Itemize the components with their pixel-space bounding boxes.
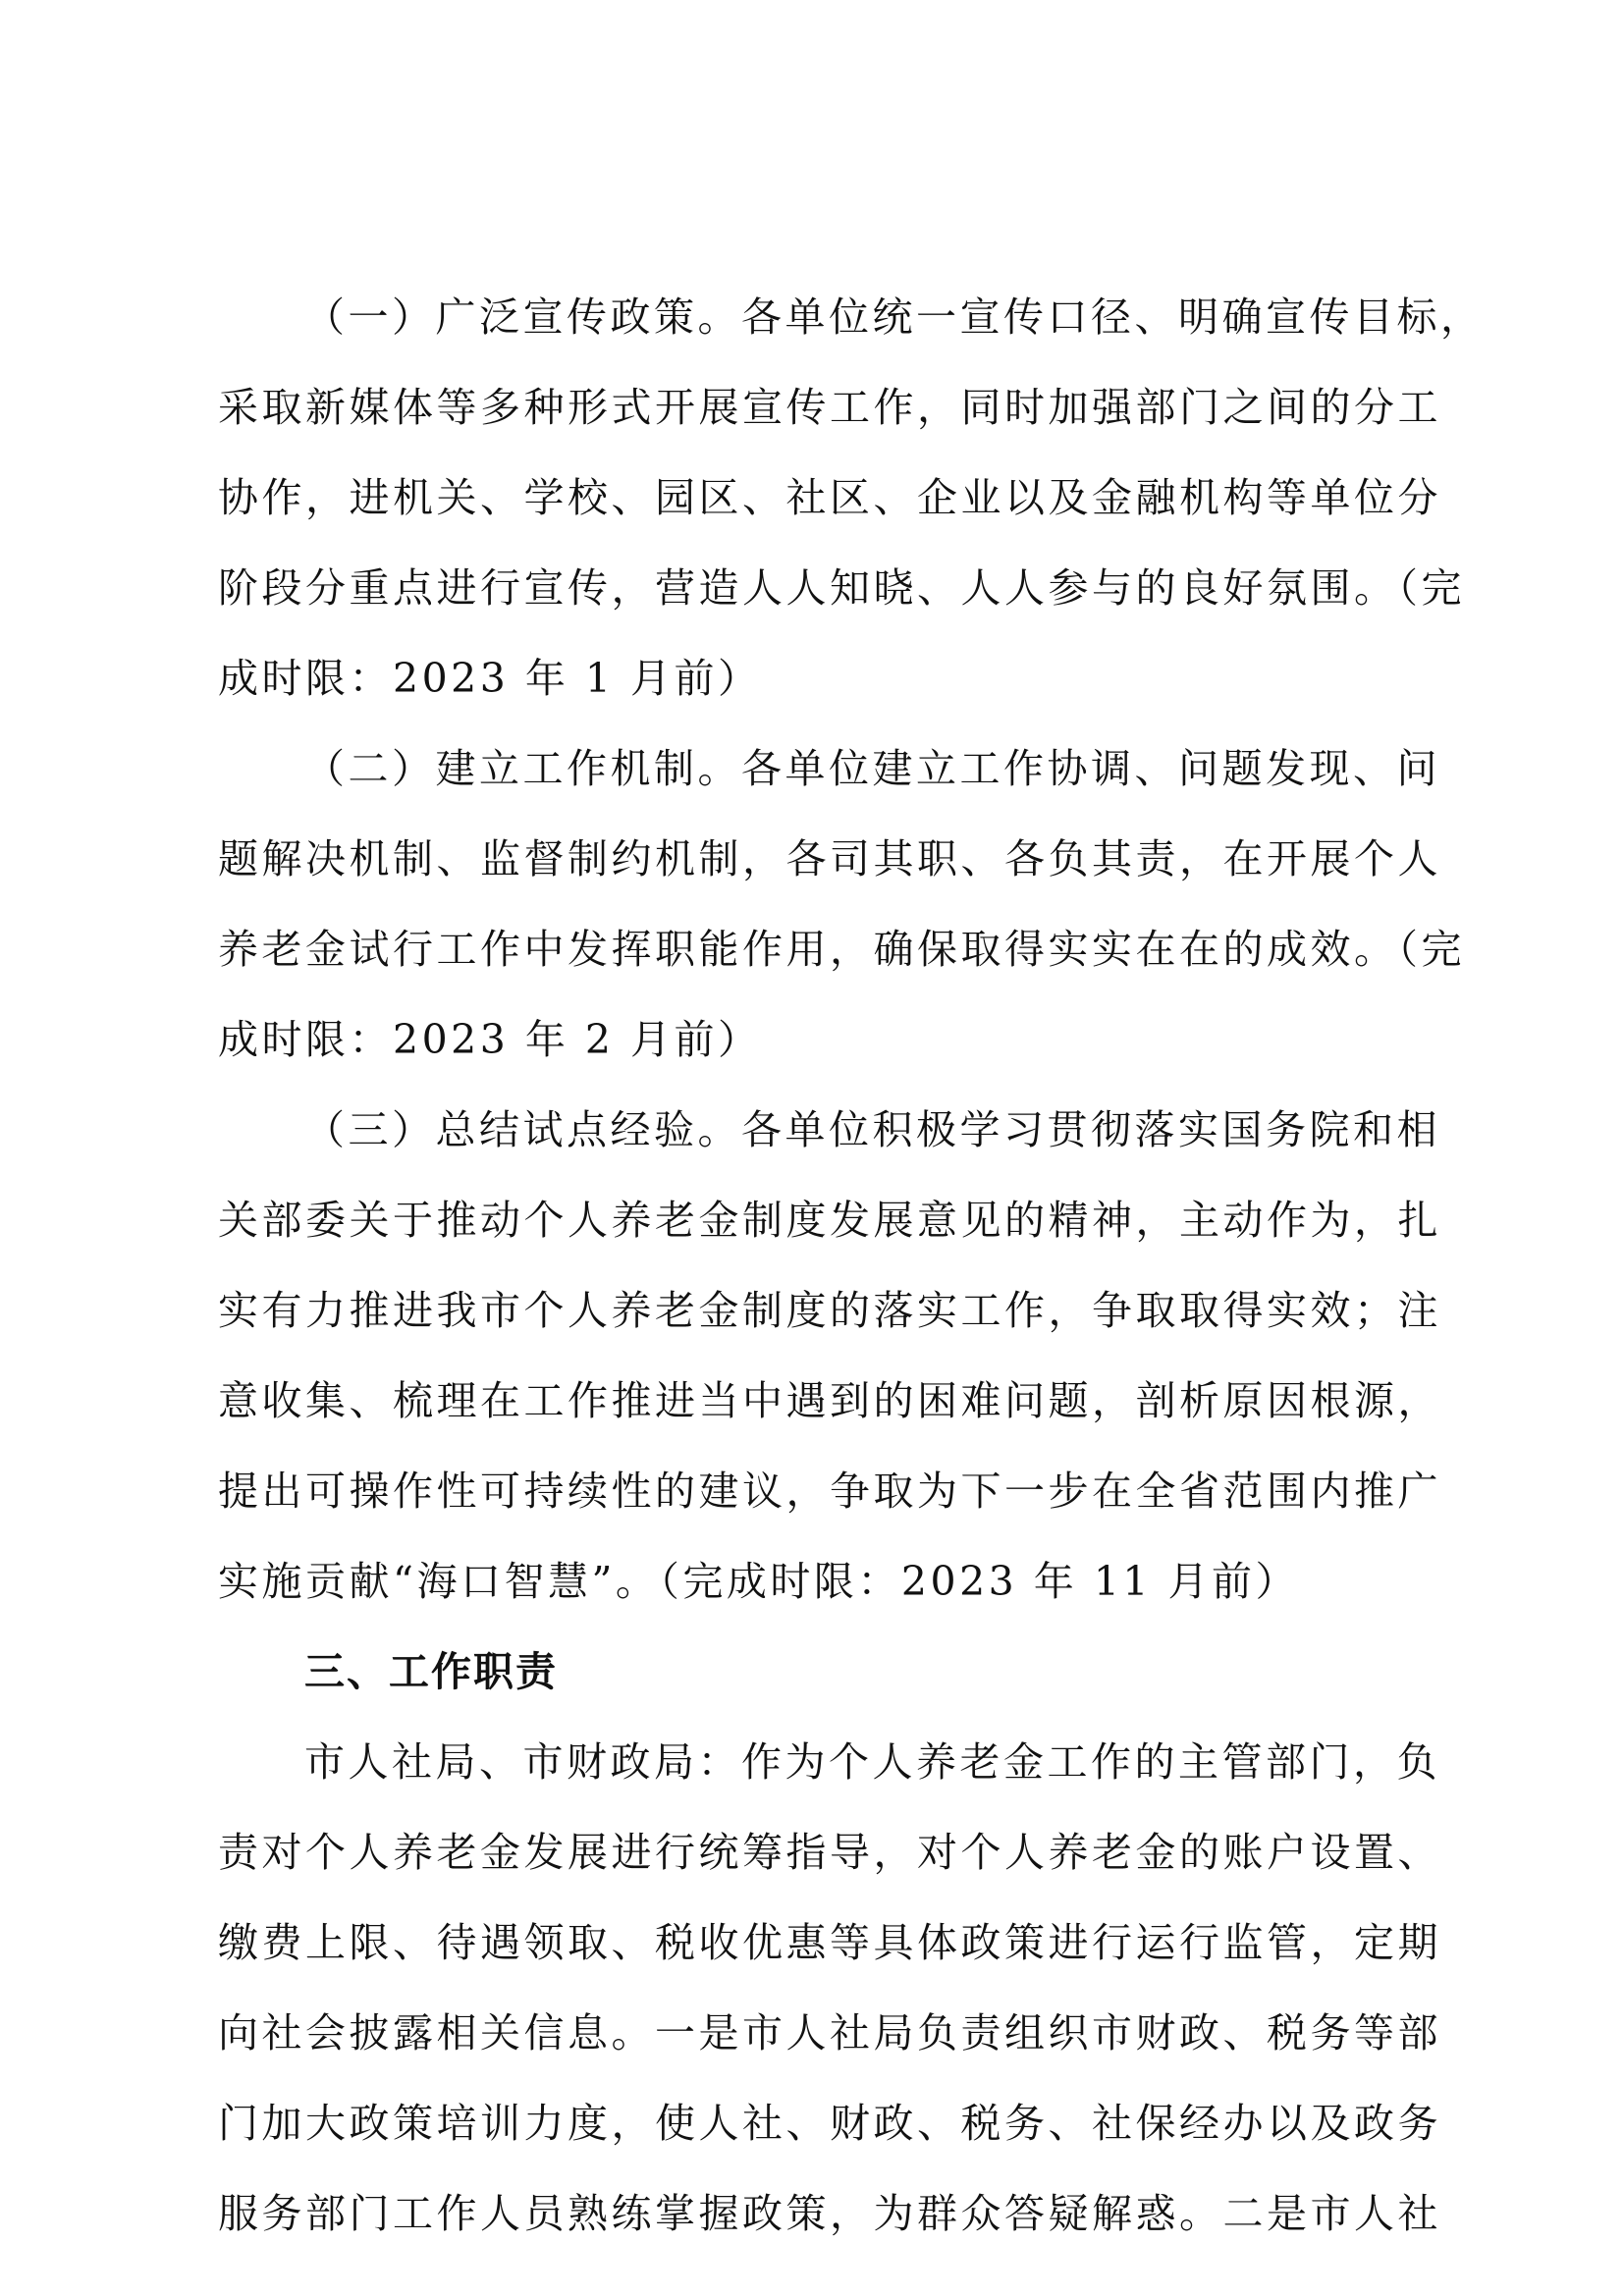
paragraph-line: 实施贡献“海口智慧”。（完成时限：2023 年 11 月前） — [218, 1558, 1300, 1605]
paragraph-line: （三）总结试点经验。各单位积极学习贯彻落实国务院和相 — [304, 1106, 1440, 1153]
paragraph-line: （一）广泛宣传政策。各单位统一宣传口径、明确宣传目标， — [304, 294, 1485, 341]
paragraph-line: 成时限：2023 年 1 月前） — [218, 655, 762, 702]
paragraph-line: 关部委关于推动个人养老金制度发展意见的精神，主动作为，扎 — [218, 1197, 1441, 1244]
paragraph-line: 市人社局、市财政局：作为个人养老金工作的主管部门，负 — [304, 1738, 1440, 1786]
paragraph-line: 责对个人养老金发展进行统筹指导，对个人养老金的账户设置、 — [218, 1829, 1441, 1876]
paragraph-line: 阶段分重点进行宣传，营造人人知晓、人人参与的良好氛围。（完 — [218, 564, 1465, 612]
paragraph-line: 提出可操作性可持续性的建议，争取为下一步在全省范围内推广 — [218, 1468, 1441, 1515]
paragraph-line: （二）建立工作机制。各单位建立工作协调、问题发现、问 — [304, 745, 1440, 792]
paragraph-line: 协作，进机关、学校、园区、社区、企业以及金融机构等单位分 — [218, 474, 1441, 521]
paragraph-line: 向社会披露相关信息。一是市人社局负责组织市财政、税务等部 — [218, 2009, 1441, 2056]
paragraph-line: 实有力推进我市个人养老金制度的落实工作，争取取得实效；注 — [218, 1287, 1441, 1334]
paragraph-line: 服务部门工作人员熟练掌握政策，为群众答疑解惑。二是市人社 — [218, 2190, 1441, 2237]
paragraph-line: 养老金试行工作中发挥职能作用，确保取得实实在在的成效。（完 — [218, 926, 1465, 973]
section-heading: 三、工作职责 — [304, 1648, 558, 1695]
paragraph-line: 意收集、梳理在工作推进当中遇到的困难问题，剖析原因根源， — [218, 1377, 1441, 1424]
paragraph-line: 采取新媒体等多种形式开展宣传工作，同时加强部门之间的分工 — [218, 384, 1441, 431]
paragraph-line: 成时限：2023 年 2 月前） — [218, 1016, 762, 1063]
paragraph-line: 门加大政策培训力度，使人社、财政、税务、社保经办以及政务 — [218, 2100, 1441, 2147]
paragraph-line: 题解决机制、监督制约机制，各司其职、各负其责，在开展个人 — [218, 835, 1441, 882]
paragraph-line: 缴费上限、待遇领取、税收优惠等具体政策进行运行监管，定期 — [218, 1919, 1441, 1966]
